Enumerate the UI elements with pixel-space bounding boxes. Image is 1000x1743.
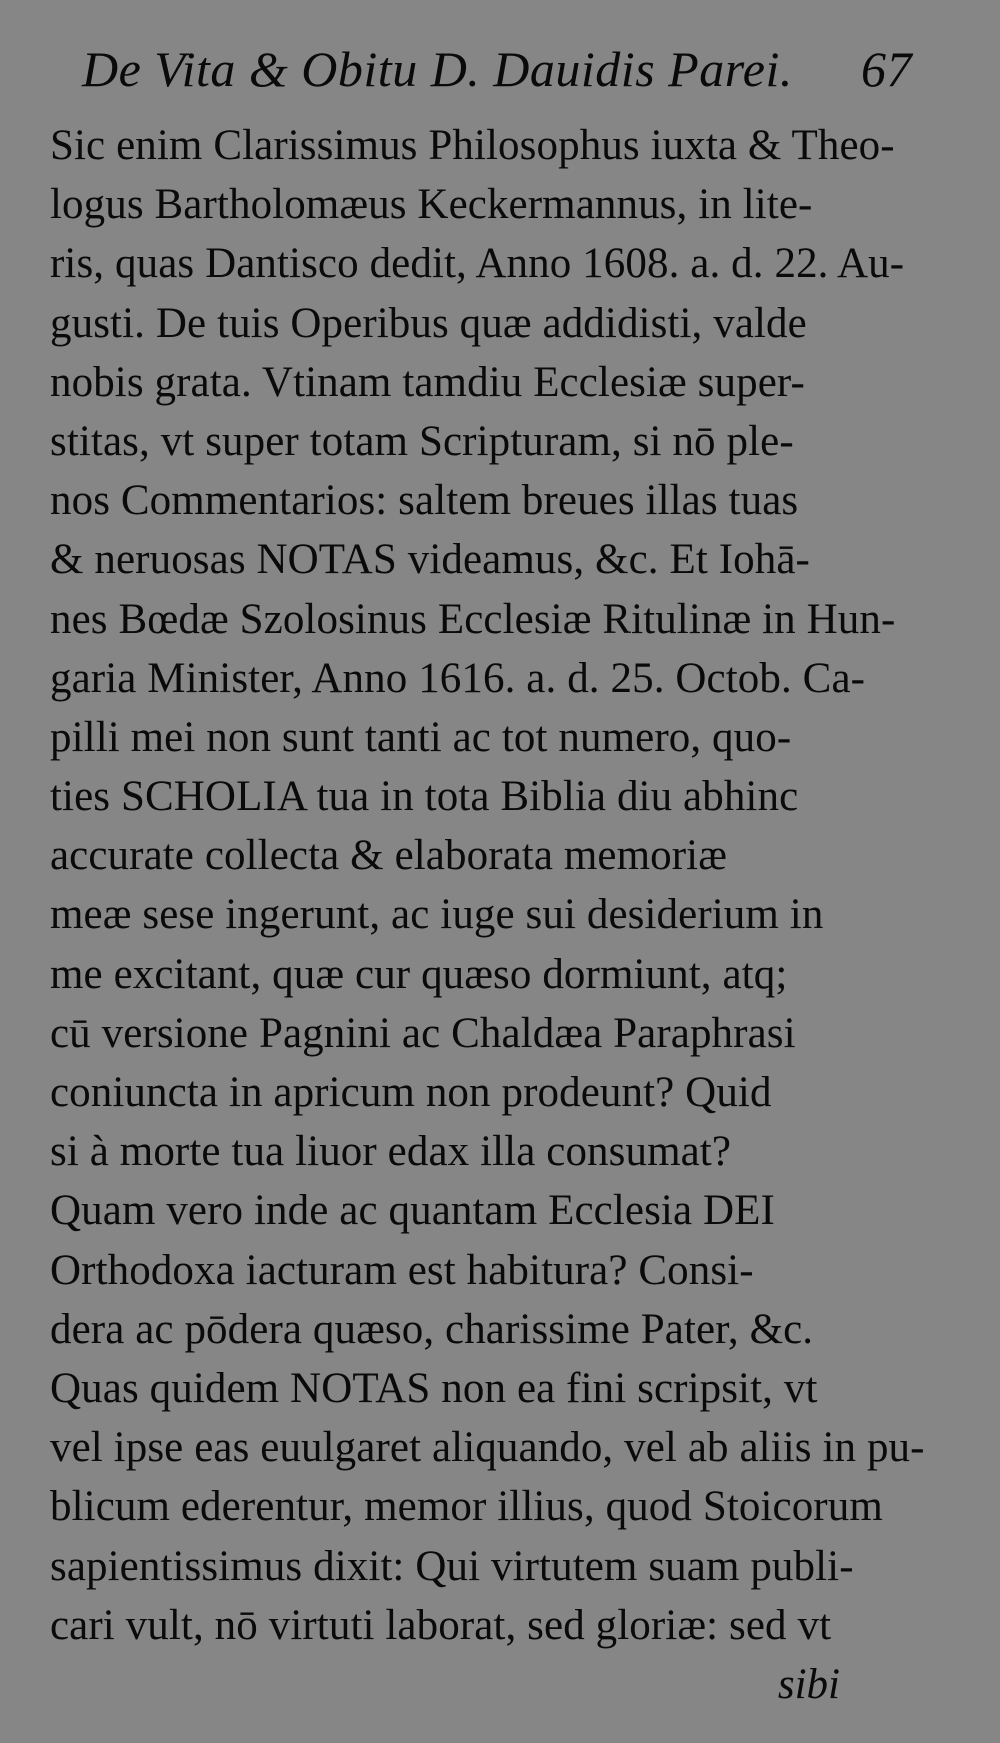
text-line: Orthodoxa iacturam est habitura? Consi- — [50, 1246, 754, 1294]
body-text — [50, 116, 950, 1655]
text-line: garia Minister, Anno 1616. a. d. 25. Octob. Ca- — [50, 654, 866, 702]
catchword: sibi — [777, 1660, 840, 1708]
text-line: Quam vero inde ac quantam Ecclesia DEI — [50, 1187, 775, 1235]
text-line: pilli mei non sunt tanti ac tot numero, quo- — [50, 713, 792, 761]
text-line: blicum ederentur, memor illius, quod Stoicorum — [50, 1483, 883, 1531]
text-line: me excitant, quæ cur quæso dormiunt, atq; — [50, 950, 788, 998]
text-line: coniuncta in apricum non prodeunt? Quid — [50, 1069, 772, 1116]
text-line: accurate collecta & elaborata memoriæ — [50, 832, 728, 880]
text-line: & neruosas NOTAS videamus, &c. Et Iohā- — [50, 536, 810, 584]
text-line: Sic enim Clarissimus Philosophus iuxta & Theo- — [50, 122, 895, 169]
text-line: cū versione Pagnini ac Chaldæa Paraphrasi — [50, 1009, 796, 1057]
text-line: stitas, vt super totam Scripturam, si nō ple- — [50, 417, 794, 465]
text-line: si à morte tua liuor edax illa consumat? — [50, 1128, 732, 1176]
text-line: vel ipse eas euulgaret aliquando, vel ab aliis in pu- — [50, 1424, 925, 1472]
book-page — [50, 40, 950, 1720]
text-line: nos Commentarios: saltem breues illas tuas — [50, 477, 799, 525]
text-line: dera ac pōdera quæso, charissime Pater, &c. — [50, 1305, 814, 1353]
text-line: logus Bartholomæus Keckermannus, in lite- — [50, 181, 813, 229]
text-line: ris, quas Dantisco dedit, Anno 1608. a. d. 22. Au- — [50, 240, 905, 288]
page-header — [50, 40, 950, 102]
text-line: cari vult, nō virtuti laborat, sed gloriæ: sed vt — [50, 1601, 832, 1649]
running-head: De Vita & Obitu D. Dauidis Parei. — [82, 41, 793, 97]
text-line: sapientissimus dixit: Qui virtutem suam publi- — [50, 1542, 854, 1590]
page-number: 67 — [861, 41, 912, 97]
text-line: nes Bœdæ Szolosinus Ecclesiæ Ritulinæ in Hun- — [50, 595, 896, 643]
text-line: Quas quidem NOTAS non ea fini scripsit, vt — [50, 1364, 818, 1412]
text-line: ties SCHOLIA tua in tota Biblia diu abhinc — [50, 773, 799, 821]
text-line: gusti. De tuis Operibus quæ addidisti, valde — [50, 299, 807, 347]
text-line: nobis grata. Vtinam tamdiu Ecclesiæ super- — [50, 358, 805, 406]
text-line: meæ sese ingerunt, ac iuge sui desiderium in — [50, 891, 824, 939]
